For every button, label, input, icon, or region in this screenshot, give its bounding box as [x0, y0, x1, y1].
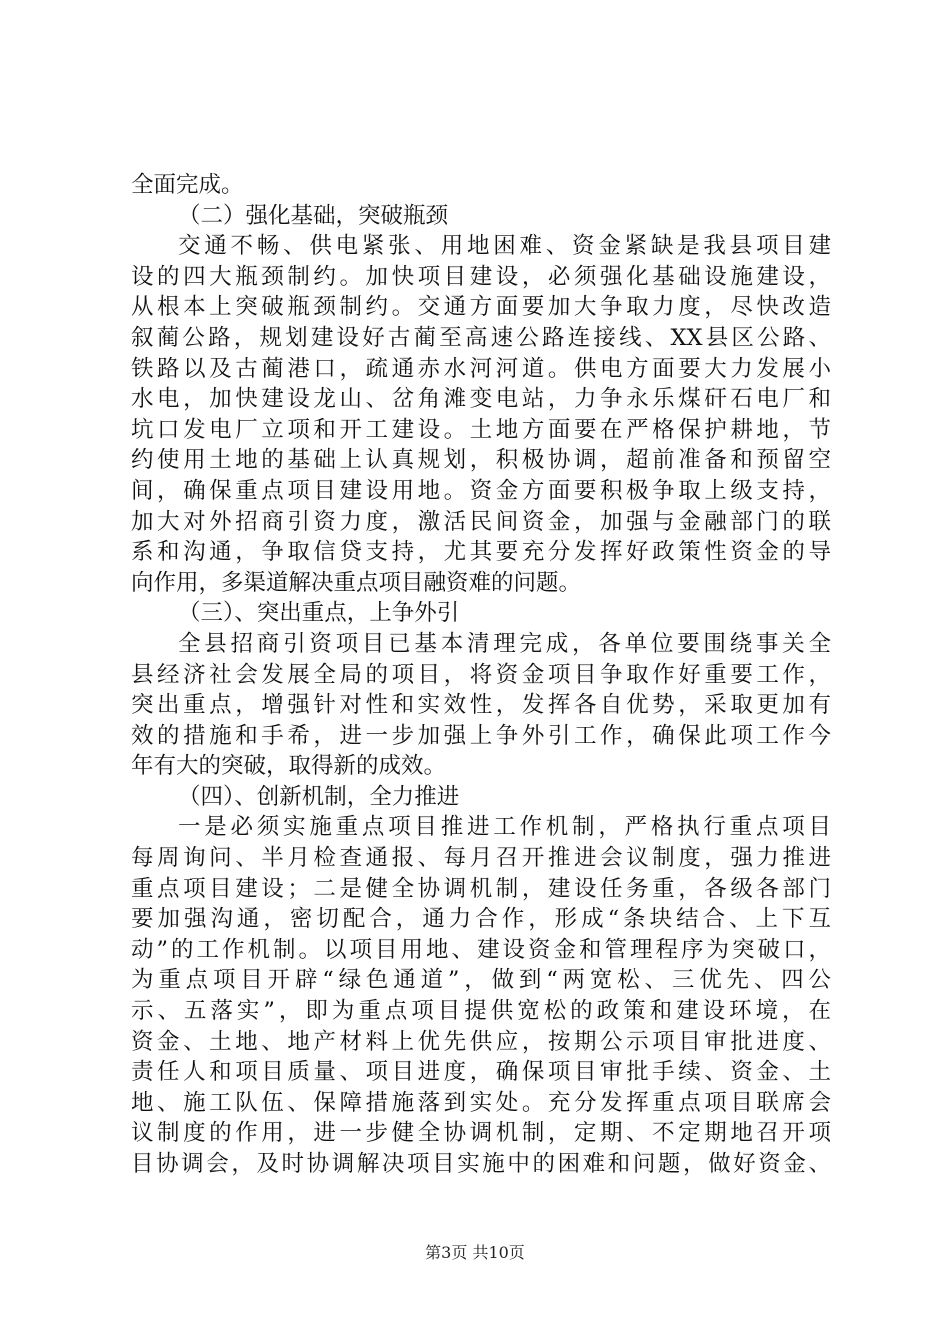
text-line: 全县招商引资项目已基本清理完成，各单位要围绕事关全: [178, 630, 831, 657]
text-line: 县经济社会发展全局的项目，将资金项目争取作好重要工作，: [131, 661, 831, 688]
page-footer: [0, 1243, 950, 1263]
text-line: 铁路以及古蔺港口，疏通赤水河河道。供电方面要大力发展小: [131, 355, 831, 382]
text-line: 间，确保重点项目建设用地。资金方面要积极争取上级支持，: [131, 477, 831, 504]
text-line: 年有大的突破，取得新的成效。: [131, 753, 447, 780]
text-line: 系和沟通，争取信贷支持，尤其要充分发挥好政策性资金的导: [131, 539, 831, 566]
text-line: 交通不畅、供电紧张、用地困难、资金紧缺是我县项目建: [178, 233, 831, 260]
text-line: 要加强沟通，密切配合，通力合作，形成“条块结合、上下互: [131, 906, 831, 933]
text-line: 加大对外招商引资力度，激活民间资金，加强与金融部门的联: [131, 508, 831, 535]
text-line: 地、施工队伍、保障措施落到实处。充分发挥重点项目联席会: [131, 1089, 831, 1116]
text-line: 向作用，多渠道解决重点项目融资难的问题。: [131, 569, 582, 596]
text-line: 坑口发电厂立项和开工建设。土地方面要在严格保护耕地，节: [131, 416, 831, 443]
text-line: 示、五落实”，即为重点项目提供宽松的政策和建设环境，在: [131, 998, 831, 1025]
section-heading: （四）、创新机制，全力推进: [178, 783, 460, 810]
text-line: 重点项目建设；二是健全协调机制，建设任务重，各级各部门: [131, 875, 831, 902]
text-line: 动”的工作机制。以项目用地、建设资金和管理程序为突破口，: [131, 936, 831, 963]
text-line: 约使用土地的基础上认真规划，积极协调，超前准备和预留空: [131, 447, 831, 474]
text-line: 效的措施和手希，进一步加强上争外引工作，确保此项工作今: [131, 722, 831, 749]
text-line: 资金、土地、地产材料上优先供应，按期公示项目审批进度、: [131, 1028, 831, 1055]
text-line: 叙蔺公路，规划建设好古蔺至高速公路连接线、XX县区公路、: [131, 324, 831, 351]
text-line: 水电，加快建设龙山、岔角滩变电站，力争永乐煤矸石电厂和: [131, 386, 831, 413]
text-line: 为重点项目开辟“绿色通道”，做到“两宽松、三优先、四公: [131, 967, 831, 994]
document-body: [131, 170, 831, 1180]
text-line: 全面完成。: [131, 172, 244, 198]
text-line: 设的四大瓶颈制约。加快项目建设，必须强化基础设施建设，: [131, 263, 831, 290]
text-line: 议制度的作用，进一步健全协调机制，定期、不定期地召开项: [131, 1120, 831, 1147]
section-heading: （三）、突出重点，上争外引: [178, 600, 460, 627]
text-line: 目协调会，及时协调解决项目实施中的困难和问题，做好资金、: [131, 1151, 831, 1177]
page-number-label: 第3页 共10页: [425, 1243, 525, 1262]
text-line: 责任人和项目质量、项目进度，确保项目审批手续、资金、土: [131, 1059, 831, 1086]
text-line: 一是必须实施重点项目推进工作机制，严格执行重点项目: [178, 814, 831, 841]
section-heading: （二）强化基础，突破瓶颈: [178, 202, 449, 229]
text-line: 突出重点，增强针对性和实效性，发挥各自优势，采取更加有: [131, 692, 831, 719]
text-line: 每周询问、半月检查通报、每月召开推进会议制度，强力推进: [131, 845, 831, 872]
text-line: 从根本上突破瓶颈制约。交通方面要加大争取力度，尽快改造: [131, 294, 831, 321]
